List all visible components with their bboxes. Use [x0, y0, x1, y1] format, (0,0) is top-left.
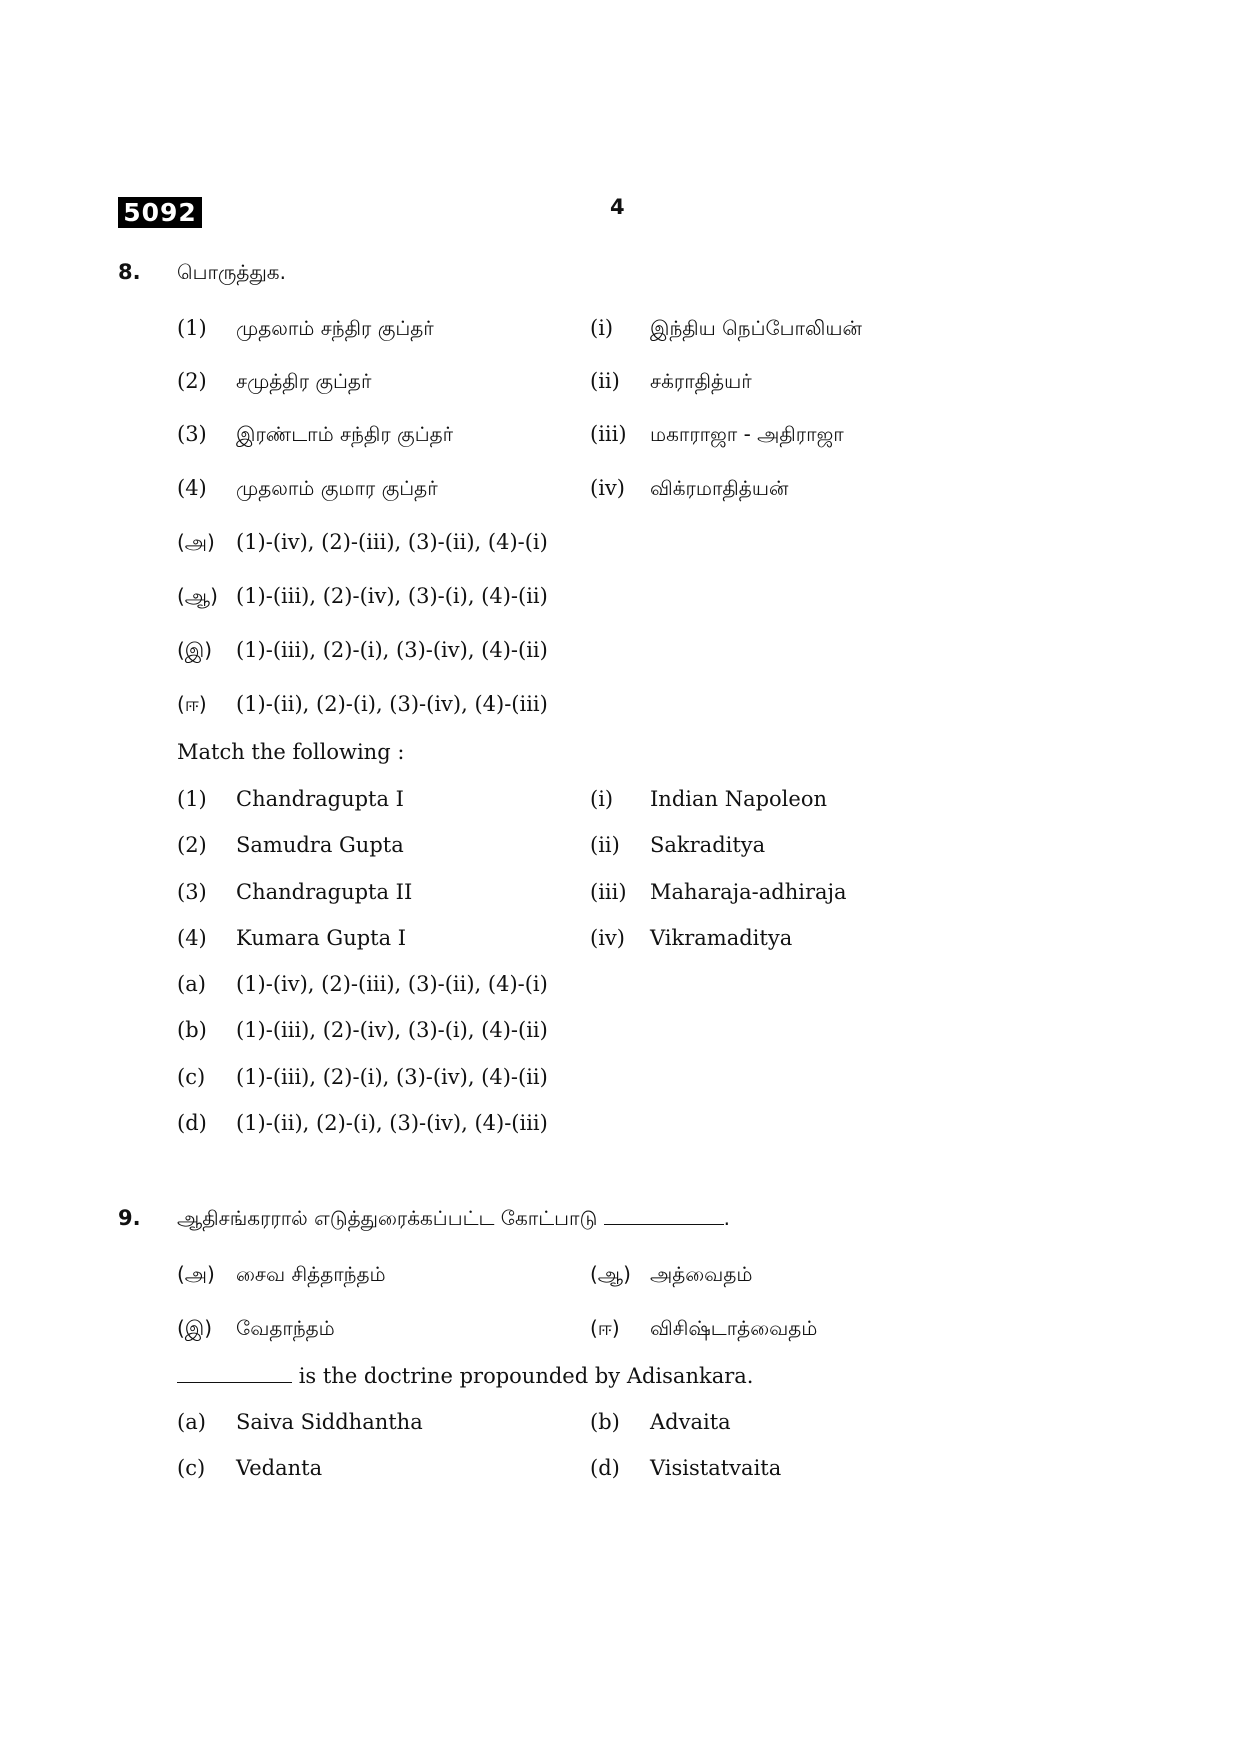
q8-tamil-left-num-2: (2): [177, 369, 207, 393]
q8-english-option-label-d: (d): [177, 1111, 207, 1135]
q9-english-option-text-a: Saiva Siddhantha: [236, 1410, 423, 1434]
q9-tamil-option-label-d: (ஈ): [590, 1316, 620, 1340]
q8-tamil-right-text-4: விக்ரமாதித்யன்: [650, 476, 789, 500]
question-number-9: 9.: [118, 1206, 141, 1230]
q8-tamil-option-text-b: (1)-(iii), (2)-(iv), (3)-(i), (4)-(ii): [236, 584, 548, 608]
q8-tamil-option-label-a: (அ): [177, 530, 215, 554]
q8-english-left-num-1: (1): [177, 787, 207, 811]
q8-english-right-text-4: Vikramaditya: [650, 926, 793, 950]
q8-tamil-option-text-c: (1)-(iii), (2)-(i), (3)-(iv), (4)-(ii): [236, 638, 548, 662]
q8-tamil-left-text-4: முதலாம் குமார குப்தர்: [236, 476, 438, 500]
question-number-8: 8.: [118, 260, 141, 284]
q8-english-option-label-b: (b): [177, 1018, 207, 1042]
q8-english-option-text-a: (1)-(iv), (2)-(iii), (3)-(ii), (4)-(i): [236, 972, 548, 996]
q9-tamil-option-text-c: வேதாந்தம்: [236, 1316, 335, 1340]
q8-tamil-left-text-2: சமுத்திர குப்தர்: [236, 369, 372, 393]
q9-english-option-text-c: Vedanta: [236, 1456, 323, 1480]
q8-english-option-text-c: (1)-(iii), (2)-(i), (3)-(iv), (4)-(ii): [236, 1065, 548, 1089]
q9-tamil-option-text-b: அத்வைதம்: [650, 1262, 753, 1286]
q9-tamil-prompt-end: .: [723, 1206, 731, 1230]
q9-english-option-label-d: (d): [590, 1456, 620, 1480]
q8-english-option-label-c: (c): [177, 1065, 206, 1089]
q8-tamil-left-text-1: முதலாம் சந்திர குப்தர்: [236, 316, 434, 340]
q8-tamil-prompt: பொருத்துக.: [177, 260, 286, 284]
q8-english-right-num-3: (iii): [590, 880, 627, 904]
q9-tamil-prompt-line: [177, 1206, 730, 1233]
q8-tamil-right-num-1: (i): [590, 316, 614, 340]
q8-english-left-num-4: (4): [177, 926, 207, 950]
q8-tamil-left-text-3: இரண்டாம் சந்திர குப்தர்: [236, 422, 454, 446]
q8-english-option-text-b: (1)-(iii), (2)-(iv), (3)-(i), (4)-(ii): [236, 1018, 548, 1042]
q9-tamil-prompt: ஆதிசங்கரரால் எடுத்துரைக்கப்பட்ட கோட்பாடு: [177, 1206, 598, 1230]
q8-tamil-option-label-c: (இ): [177, 638, 213, 662]
q8-tamil-right-num-3: (iii): [590, 422, 627, 446]
q8-english-right-text-2: Sakraditya: [650, 833, 766, 857]
q8-english-right-text-1: Indian Napoleon: [650, 787, 827, 811]
q8-tamil-left-num-1: (1): [177, 316, 207, 340]
q8-tamil-option-text-a: (1)-(iv), (2)-(iii), (3)-(ii), (4)-(i): [236, 530, 548, 554]
q9-tamil-option-text-a: சைவ சித்தாந்தம்: [236, 1262, 386, 1286]
q8-tamil-right-text-1: இந்திய நெப்போலியன்: [650, 316, 862, 340]
page-number: 4: [610, 195, 625, 219]
q9-english-prompt: is the doctrine propounded by Adisankara.: [298, 1364, 754, 1388]
q8-english-left-num-3: (3): [177, 880, 207, 904]
answer-blank: [604, 1206, 724, 1225]
q8-tamil-right-text-3: மகாராஜா - அதிராஜா: [650, 422, 844, 446]
answer-blank: [177, 1364, 292, 1383]
q8-tamil-right-text-2: சக்ராதித்யர்: [650, 369, 752, 393]
q9-tamil-option-label-b: (ஆ): [590, 1262, 631, 1286]
q9-tamil-option-label-a: (அ): [177, 1262, 215, 1286]
q9-english-option-text-d: Visistatvaita: [650, 1456, 782, 1480]
q8-english-right-num-4: (iv): [590, 926, 625, 950]
q8-tamil-right-num-2: (ii): [590, 369, 620, 393]
q8-english-option-label-a: (a): [177, 972, 206, 996]
q8-english-left-text-1: Chandragupta I: [236, 787, 404, 811]
q9-english-option-label-c: (c): [177, 1456, 206, 1480]
q9-english-option-label-a: (a): [177, 1410, 206, 1434]
q8-tamil-left-num-4: (4): [177, 476, 207, 500]
q9-tamil-option-label-c: (இ): [177, 1316, 213, 1340]
q8-tamil-option-text-d: (1)-(ii), (2)-(i), (3)-(iv), (4)-(iii): [236, 692, 548, 716]
q8-tamil-left-num-3: (3): [177, 422, 207, 446]
paper-code: 5092: [118, 197, 202, 228]
q8-english-right-num-1: (i): [590, 787, 614, 811]
q8-english-right-text-3: Maharaja-adhiraja: [650, 880, 847, 904]
q8-english-prompt: Match the following :: [177, 740, 405, 764]
q8-tamil-right-num-4: (iv): [590, 476, 625, 500]
q8-english-left-text-2: Samudra Gupta: [236, 833, 404, 857]
q8-english-option-text-d: (1)-(ii), (2)-(i), (3)-(iv), (4)-(iii): [236, 1111, 548, 1135]
q8-english-left-num-2: (2): [177, 833, 207, 857]
q9-english-option-label-b: (b): [590, 1410, 620, 1434]
q9-tamil-option-text-d: விசிஷ்டாத்வைதம்: [650, 1316, 818, 1340]
q9-english-option-text-b: Advaita: [650, 1410, 731, 1434]
q8-english-left-text-4: Kumara Gupta I: [236, 926, 407, 950]
q8-english-left-text-3: Chandragupta II: [236, 880, 413, 904]
q9-english-prompt-line: [177, 1364, 753, 1388]
q8-tamil-option-label-d: (ஈ): [177, 692, 207, 716]
q8-english-right-num-2: (ii): [590, 833, 620, 857]
q8-tamil-option-label-b: (ஆ): [177, 584, 218, 608]
